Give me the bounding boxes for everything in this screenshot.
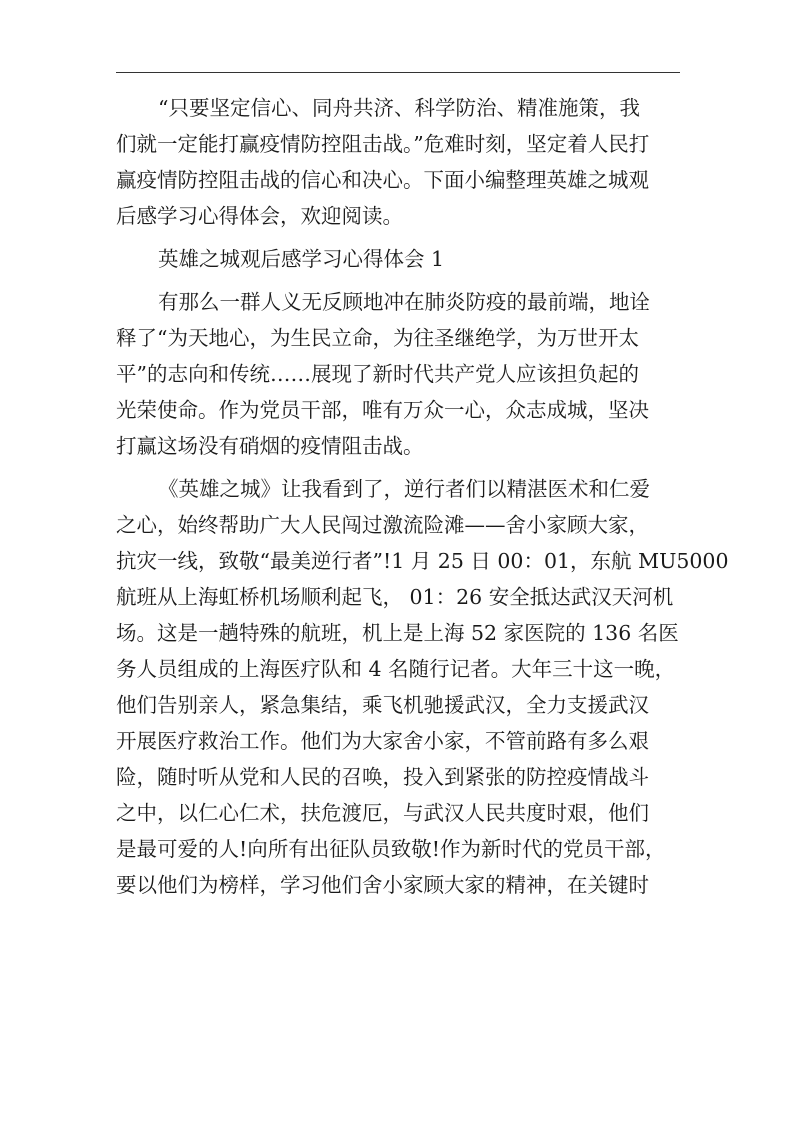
text-line: 要以他们为榜样，学习他们舍小家顾大家的精神，在关键时 xyxy=(116,873,649,897)
text-line: 光荣使命。作为党员干部，唯有万众一心，众志成城，坚决 xyxy=(116,398,649,422)
text-line: 之心，始终帮助广大人民闯过激流险滩——舍小家顾大家， xyxy=(116,513,649,537)
text-line: 务人员组成的上海医疗队和 4 名随行记者。大年三十这一晚， xyxy=(116,657,676,681)
text-line: 场。这是一趟特殊的航班，机上是上海 52 家医院的 136 名医 xyxy=(116,621,679,645)
intro-paragraph xyxy=(116,90,676,234)
text-line: 释了“为天地心，为生民立命，为往圣继绝学，为万世开太 xyxy=(116,326,639,350)
text-line: 之中，以仁心仁术，扶危渡厄，与武汉人民共度时艰，他们 xyxy=(116,801,649,825)
paragraph-1 xyxy=(116,284,676,464)
text-line: 平”的志向和传统……展现了新时代共产党人应该担负起的 xyxy=(116,362,639,386)
text-line: 们就一定能打赢疫情防控阻击战。”危难时刻，坚定着人民打 xyxy=(116,132,650,156)
text-line: 是最可爱的人!向所有出征队员致敬!作为新时代的党员干部， xyxy=(116,837,666,861)
text-line: 险，随时听从党和人民的召唤，投入到紧张的防控疫情战斗 xyxy=(116,765,649,789)
section-title: 英雄之城观后感学习心得体会 1 xyxy=(158,247,445,271)
text-line: 《英雄之城》让我看到了，逆行者们以精湛医术和仁爱 xyxy=(158,477,650,501)
text-line: “只要坚定信心、同舟共济、科学防治、精准施策，我 xyxy=(158,96,640,120)
text-line: 航班从上海虹桥机场顺利起飞， 01：26 安全抵达武汉天河机 xyxy=(116,585,674,609)
text-line: 抗灾一线，致敬“最美逆行者”!1 月 25 日 00：01，东航 MU5000 xyxy=(116,549,729,573)
document-body xyxy=(116,90,729,903)
text-line: 开展医疗救治工作。他们为大家舍小家，不管前路有多么艰 xyxy=(116,729,649,753)
text-line: 打赢这场没有硝烟的疫情阻击战。 xyxy=(116,434,424,458)
paragraph-2 xyxy=(116,471,729,903)
header-rule xyxy=(116,72,680,73)
text-line: 他们告别亲人，紧急集结，乘飞机驰援武汉，全力支援武汉 xyxy=(116,693,649,717)
section-heading xyxy=(116,241,676,277)
text-line: 赢疫情防控阻击战的信心和决心。下面小编整理英雄之城观 xyxy=(116,168,649,192)
text-line: 有那么一群人义无反顾地冲在肺炎防疫的最前端，地诠 xyxy=(158,290,650,314)
text-line: 后感学习心得体会，欢迎阅读。 xyxy=(116,204,403,228)
